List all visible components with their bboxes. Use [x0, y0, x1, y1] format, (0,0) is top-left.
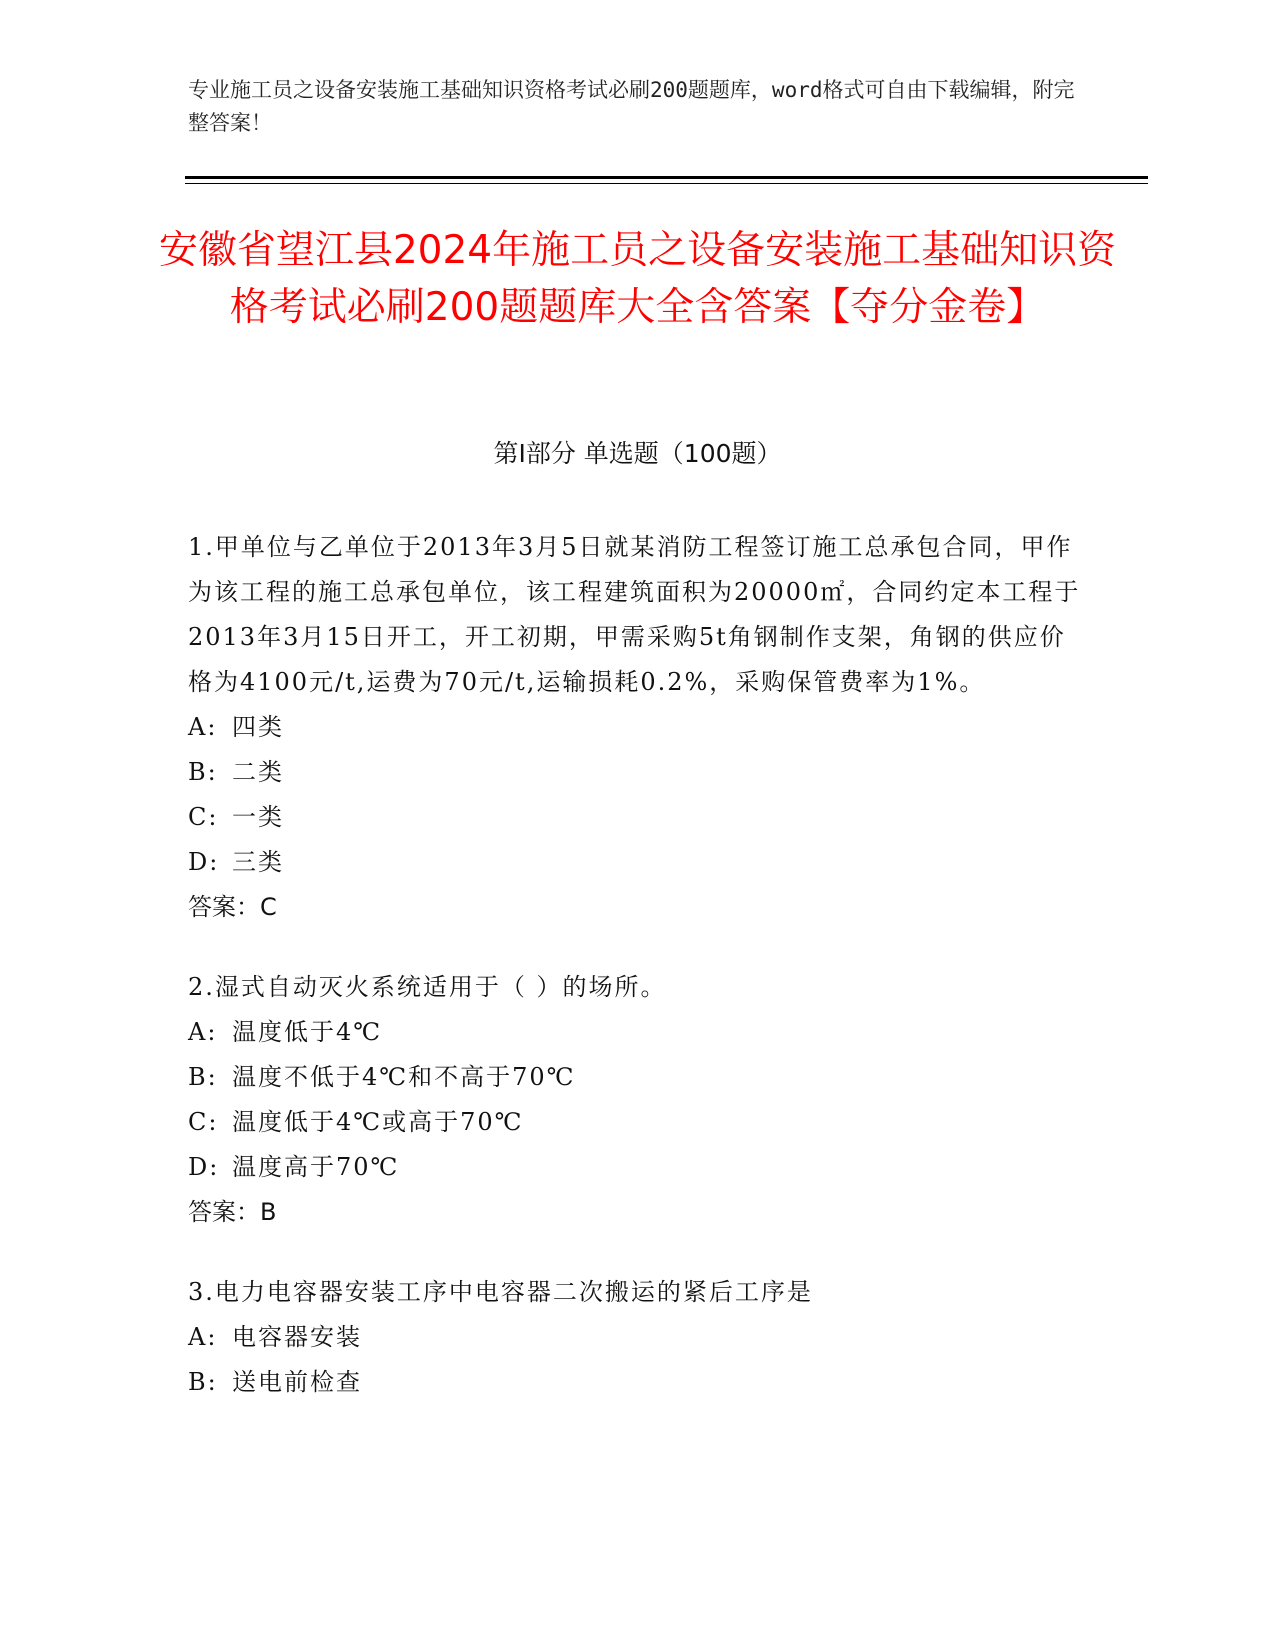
- option-letter: D:: [188, 1153, 220, 1181]
- option-c: [188, 1100, 1088, 1145]
- header-divider-thick: [185, 176, 1148, 179]
- question-3: [188, 1270, 1088, 1405]
- option-b: [188, 1055, 1088, 1100]
- option-text: 三类: [232, 848, 284, 876]
- option-letter: A:: [188, 1018, 218, 1046]
- header-divider-thin: [185, 183, 1148, 184]
- option-text: 一类: [232, 803, 284, 831]
- option-letter: C:: [188, 803, 219, 831]
- option-a: [188, 1315, 1088, 1360]
- question-stem: 2.湿式自动灭火系统适用于（ ）的场所。: [188, 973, 667, 1001]
- question-list: [188, 525, 1088, 1440]
- option-letter: A:: [188, 1323, 218, 1351]
- option-text: 温度不低于4℃和不高于70℃: [232, 1063, 576, 1091]
- answer-line: 答案：B: [188, 1198, 277, 1226]
- option-text: 二类: [232, 758, 284, 786]
- option-text: 温度高于70℃: [232, 1153, 400, 1181]
- question-stem: 1.甲单位与乙单位于2013年3月5日就某消防工程签订施工总承包合同，甲作为该工程的施工总承包单位，该工程建筑面积为20000㎡，合同约定本工程于2013年3月15日开工，开工初期，甲需采购5t角钢制作支架，角钢的供应价格为4100元/t,运费为70元/t,运输损耗0.2%，采购保管费率为1%。: [188, 533, 1081, 696]
- option-letter: B:: [188, 758, 218, 786]
- option-d: [188, 1145, 1088, 1190]
- option-b: [188, 750, 1088, 795]
- option-letter: B:: [188, 1063, 218, 1091]
- option-d: [188, 840, 1088, 885]
- document-title: 安徽省望江县2024年施工员之设备安装施工基础知识资格考试必刷200题题库大全含答案【夺分金卷】: [158, 228, 1117, 330]
- section-title: 第I部分 单选题（100题）: [493, 439, 782, 468]
- option-a: [188, 705, 1088, 750]
- question-2: [188, 965, 1088, 1235]
- header-note: 专业施工员之设备安装施工基础知识资格考试必刷200题题库，word格式可自由下载编辑，附完整答案！: [188, 78, 1075, 135]
- option-letter: B:: [188, 1368, 218, 1396]
- option-text: 送电前检查: [232, 1368, 362, 1396]
- answer-line: 答案：C: [188, 893, 277, 921]
- option-text: 电容器安装: [232, 1323, 362, 1351]
- option-text: 四类: [232, 713, 284, 741]
- option-text: 温度低于4℃: [232, 1018, 383, 1046]
- option-letter: A:: [188, 713, 218, 741]
- option-letter: C:: [188, 1108, 219, 1136]
- option-letter: D:: [188, 848, 220, 876]
- option-text: 温度低于4℃或高于70℃: [232, 1108, 524, 1136]
- option-b: [188, 1360, 1088, 1405]
- option-c: [188, 795, 1088, 840]
- question-1: [188, 525, 1088, 930]
- option-a: [188, 1010, 1088, 1055]
- question-stem: 3.电力电容器安装工序中电容器二次搬运的紧后工序是: [188, 1278, 813, 1306]
